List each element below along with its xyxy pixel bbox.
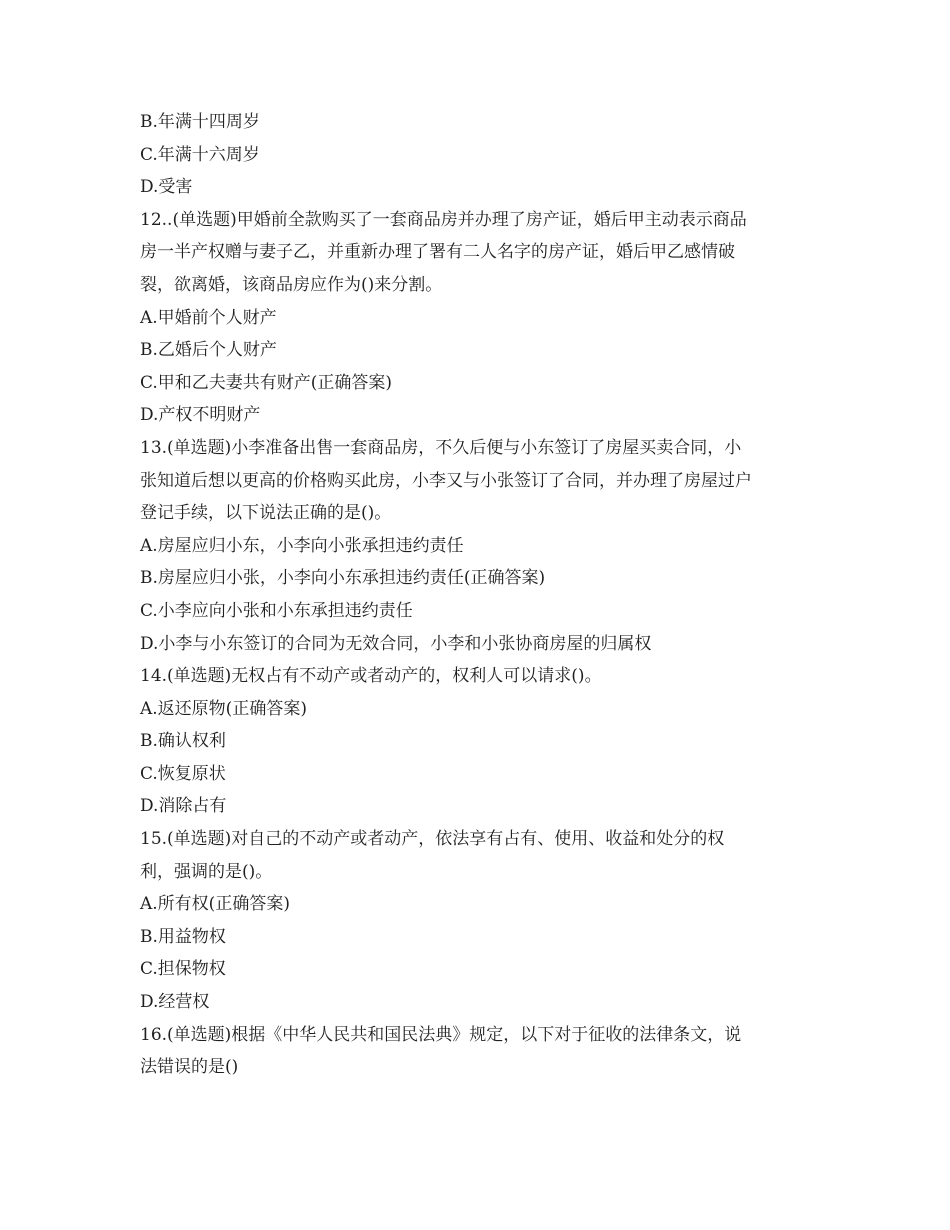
answer-option <box>140 595 830 628</box>
answer-option <box>140 171 830 204</box>
answer-option <box>140 888 830 921</box>
question-text-line: 法错误的是() <box>140 1057 239 1078</box>
option-text: D.产权不明财产 <box>140 405 261 426</box>
answer-option <box>140 953 830 986</box>
answer-option <box>140 334 830 367</box>
answer-option <box>140 562 830 595</box>
answer-option <box>140 367 830 400</box>
question-text-line: 张知道后想以更高的价格购买此房，小李又与小张签订了合同，并办理了房屋过户 <box>140 470 752 491</box>
option-text: C.小李应向小张和小东承担违约责任 <box>140 600 413 621</box>
question-text-line: 登记手续，以下说法正确的是()。 <box>140 503 392 524</box>
answer-option <box>140 921 830 954</box>
question-text-line: 利，强调的是()。 <box>140 861 273 882</box>
question-block <box>140 432 830 530</box>
option-text: D.经营权 <box>140 992 210 1013</box>
option-text: C.担保物权 <box>140 959 226 980</box>
option-text: A.返还原物(正确答案) <box>140 698 307 719</box>
question-text-line: 14.(单选题)无权占有不动产或者动产的，权利人可以请求()。 <box>140 666 602 687</box>
answer-option <box>140 758 830 791</box>
answer-option <box>140 790 830 823</box>
answer-option <box>140 725 830 758</box>
answer-option <box>140 530 830 563</box>
option-text: B.用益物权 <box>140 926 226 947</box>
option-text: A.甲婚前个人财产 <box>140 307 277 328</box>
option-text: B.确认权利 <box>140 731 226 752</box>
option-text: C.甲和乙夫妻共有财产(正确答案) <box>140 372 393 393</box>
document-page <box>140 106 830 1084</box>
question-block <box>140 204 830 302</box>
question-text-line: 裂，欲离婚，该商品房应作为()来分割。 <box>140 274 443 295</box>
option-text: B.房屋应归小张，小李向小东承担违约责任(正确答案) <box>140 568 546 589</box>
option-text: D.受害 <box>140 177 193 198</box>
option-text: B.乙婚后个人财产 <box>140 340 277 361</box>
answer-option <box>140 139 830 172</box>
question-text-line: 16.(单选题)根据《中华人民共和国民法典》规定，以下对于征收的法律条文，说 <box>140 1024 742 1045</box>
question-block <box>140 660 830 693</box>
answer-option <box>140 302 830 335</box>
answer-option <box>140 399 830 432</box>
option-text: D.消除占有 <box>140 796 227 817</box>
question-text-line: 15.(单选题)对自己的不动产或者动产，依法享有占有、使用、收益和处分的权 <box>140 829 725 850</box>
answer-option <box>140 106 830 139</box>
option-text: A.房屋应归小东，小李向小张承担违约责任 <box>140 535 464 556</box>
option-text: B.年满十四周岁 <box>140 112 260 132</box>
question-block <box>140 1019 830 1084</box>
option-text: C.年满十六周岁 <box>140 144 260 165</box>
answer-option <box>140 628 830 661</box>
option-text: A.所有权(正确答案) <box>140 894 290 915</box>
question-text-line: 13.(单选题)小李准备出售一套商品房，不久后便与小东签订了房屋买卖合同，小 <box>140 437 742 458</box>
question-block <box>140 823 830 888</box>
question-text-line: 12..(单选题)甲婚前全款购买了一套商品房并办理了房产证，婚后甲主动表示商品 <box>140 209 747 230</box>
option-text: C.恢复原状 <box>140 763 226 784</box>
answer-option <box>140 693 830 726</box>
option-text: D.小李与小东签订的合同为无效合同，小李和小张协商房屋的归属权 <box>140 633 652 654</box>
answer-option <box>140 986 830 1019</box>
question-text-line: 房一半产权赠与妻子乙，并重新办理了署有二人名字的房产证，婚后甲乙感情破 <box>140 242 735 263</box>
